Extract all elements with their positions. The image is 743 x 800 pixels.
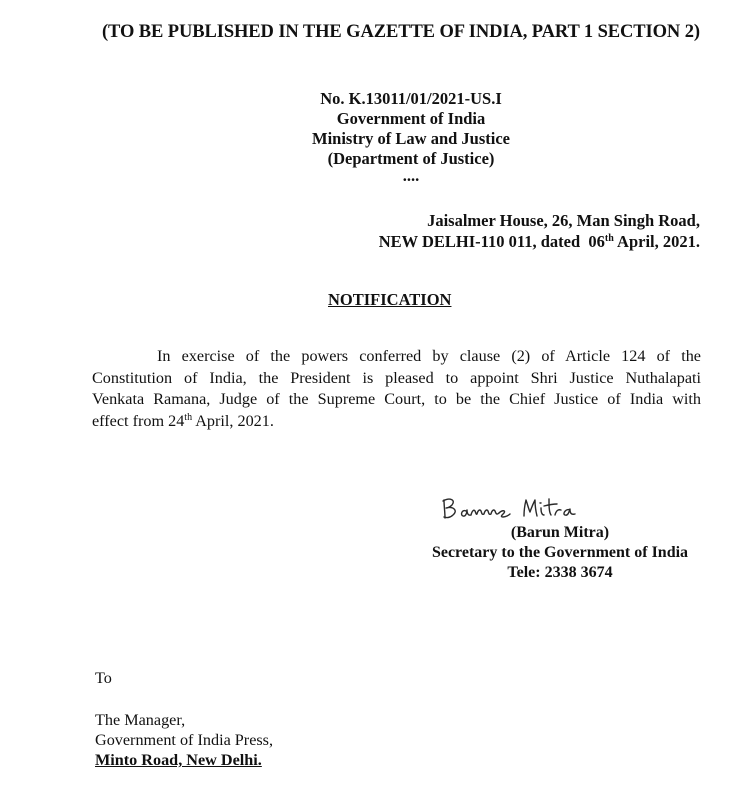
- separator-dots: ....: [402, 166, 420, 185]
- signatory-block: [414, 523, 706, 583]
- body-line-last: [92, 411, 701, 433]
- signatory-phone: Tele: 2338 3674: [507, 564, 613, 581]
- city-date-prefix: NEW DELHI-110 011, dated 06: [378, 232, 605, 251]
- handwritten-signature: [440, 494, 630, 524]
- issuer-block: [280, 89, 542, 183]
- recipient-address: [95, 710, 273, 770]
- date-rest: April, 2021.: [613, 232, 700, 251]
- ministry-name: Ministry of Law and Justice: [312, 129, 510, 148]
- effect-date-prefix: effect from 24: [92, 411, 185, 430]
- notification-title: NOTIFICATION: [328, 290, 452, 309]
- government-name: Government of India: [336, 109, 486, 128]
- notification-body: [92, 346, 701, 432]
- file-number: No. K.13011/01/2021-US.I: [320, 89, 502, 108]
- signatory-name: (Barun Mitra): [510, 524, 610, 541]
- body-line: Venkata Ramana, Judge of the Supreme Court, to be the Chief Justice of India with: [92, 390, 701, 408]
- recipient-line-2: Government of India Press,: [95, 731, 274, 749]
- address-line: Jaisalmer House, 26, Man Singh Road,: [427, 211, 700, 230]
- effect-date-rest: April, 2021.: [192, 411, 274, 430]
- body-line: In exercise of the powers conferred by clause (2) of Article 124 of the: [157, 347, 701, 365]
- recipient-line-3: Minto Road, New Delhi.: [95, 751, 262, 769]
- city-date-line: [340, 231, 700, 252]
- place-date-block: [340, 210, 700, 252]
- signatory-designation: Secretary to the Government of India: [431, 544, 689, 561]
- effect-date-ordinal: th: [184, 411, 193, 423]
- gazette-publication-note: (TO BE PUBLISHED IN THE GAZETTE OF INDIA, PART 1 SECTION 2): [102, 22, 700, 42]
- date-ordinal: th: [604, 233, 614, 244]
- body-line: Constitution of India, the President is pleased to appoint Shri Justice Nuthalapati: [92, 368, 701, 387]
- department-name: (Department of Justice): [327, 149, 495, 168]
- to-label: To: [95, 669, 112, 687]
- signature-icon: [440, 494, 630, 524]
- recipient-line-1: The Manager,: [95, 711, 186, 729]
